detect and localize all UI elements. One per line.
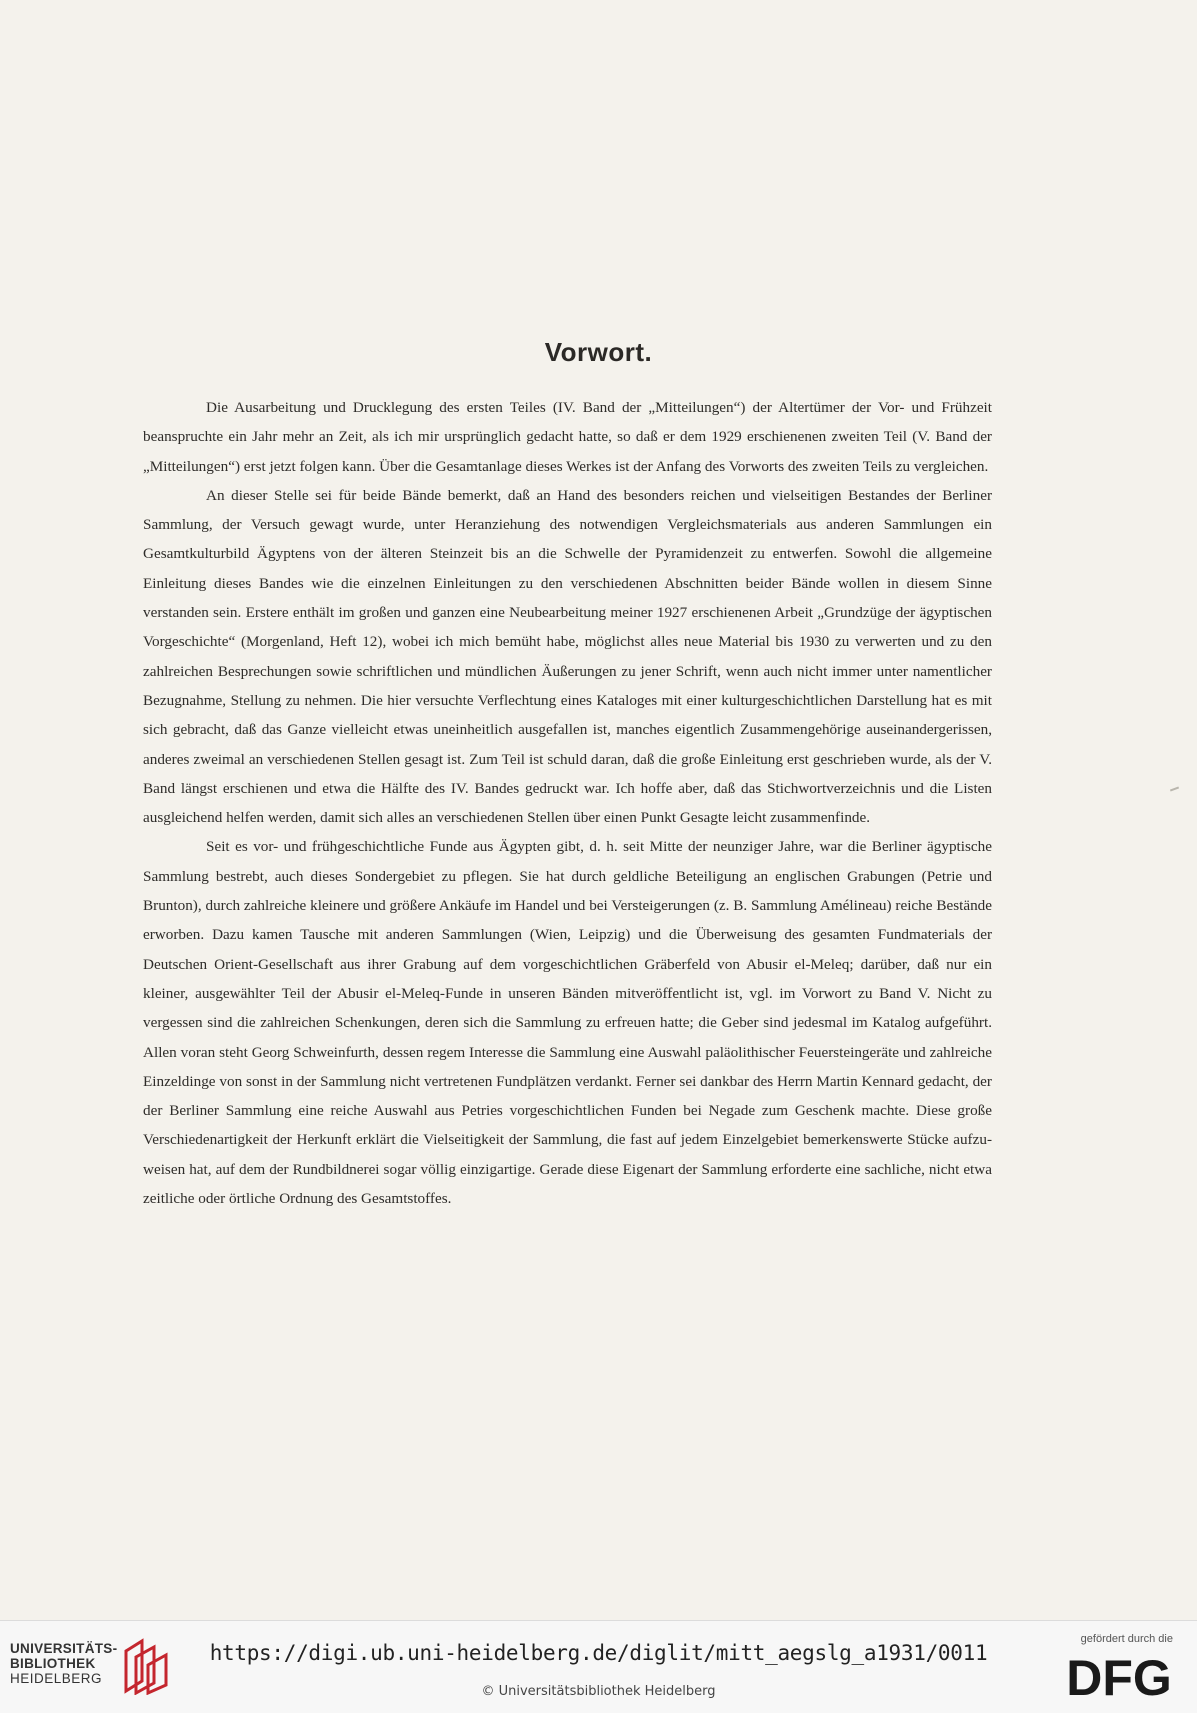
paragraph-1: Die Ausarbeitung und Drucklegung des ersten Teiles (IV. Band der „Mitteilungen“) der Altertümer der Vor- und Frühzeit beanspruchte ein Jahr mehr an Zeit, als ich mir ursprünglich gedacht hatte, so daß er dem 1929 erschienenen zweiten Teil (V. Band der „Mitteilungen“) erst jetzt folgen kann. Über die Gesamtanlage dieses Werkes ist der Anfang des Vorworts des zweiten Teils zu vergleichen. bbox=[143, 399, 992, 475]
viewer-footer bbox=[0, 1620, 1197, 1713]
sponsor-label: gefördert durch die bbox=[1080, 1633, 1173, 1645]
permalink-url[interactable]: https://digi.ub.uni-heidelberg.de/diglit/mitt_aegslg_a1931/0011 bbox=[209, 1641, 988, 1665]
scan-speck bbox=[1170, 787, 1179, 792]
library-line-1: UNIVERSITÄTS- bbox=[10, 1641, 118, 1656]
paragraph-3: Seit es vor- und frühgeschichtliche Funde aus Ägypten gibt, d. h. seit Mitte der neunziger Jahre, war die Berliner ägyptische Sammlung bestrebt, auch dieses Sondergebiet zu pflegen. Sie hat durch geldliche Beteiligung an englischen Grabungen (Petrie und Brunton), durch zahlreiche kleinere und größere Ankäufe im Handel und bei Versteigerungen (z. B. Sammlung Amélineau) reiche Bestände erworben. Dazu kamen Tausche mit anderen Sammlungen (Wien, Leipzig) und die Überweisung des gesamten Fundmaterials der Deutschen Orient-Gesellschaft aus ihrer Grabung auf dem vorgeschichtlichen Gräberfeld von Abusir el-Meleq; darüber, daß nur ein kleiner, ausgewählter Teil der Abusir el-Meleq-Funde in unseren Bänden mitveröffentlicht ist, vgl. im Vorwort zu Band V. Nicht zu vergessen sind die zahlreichen Schenkungen, deren sich die Sammlung zu erfreuen hatte; die Geber sind jedesmal im Katalog aufgeführt. Allen voran steht Georg Schweinfurth, dessen regem Interesse die Sammlung eine Auswahl paläolithischer Feuersteingeräte und zahlreiche Einzeldinge von sonst in der Sammlung nicht vertretenen Fundplätzen verdankt. Ferner sei dankbar des Herrn Martin Kennard gedacht, der der Berliner Sammlung eine reiche Auswahl aus Petries vorgeschichtlichen Funden bei Negade zum Geschenk machte. Diese große Verschiedenartigkeit der Herkunft erklärt die Vielseitigkeit der Sammlung, die fast auf jedem Einzelgebiet bemerkenswerte Stücke aufzuweisen hat, auf dem der Rundbildnerei sogar völlig einzigartige. Gerade diese Eigenart der Sammlung erforderte eine sachliche, nicht etwa zeitliche oder örtliche Ordnung des Gesamtstoffes. bbox=[143, 838, 992, 1208]
document-body bbox=[143, 393, 992, 1213]
dfg-logo-text: DFG bbox=[1066, 1651, 1172, 1701]
paragraph-2: An dieser Stelle sei für beide Bände bemerkt, daß an Hand des besonders reichen und vielseitigen Bestandes der Berliner Sammlung, der Versuch gewagt wurde, unter Heranziehung des notwendigen Vergleichsmaterials aus anderen Sammlungen ein Gesamtkulturbild Ägyptens von der älteren Steinzeit bis an die Schwelle der Pyramidenzeit zu entwerfen. Sowohl die allgemeine Einleitung dieses Bandes wie die einzelnen Einleitungen zu den verschiedenen Abschnitten beider Bände wollen in diesem Sinne verstanden sein. Erstere enthält im großen und ganzen eine Neubearbeitung meiner 1927 erschienenen Arbeit „Grundzüge der ägyptischen Vorgeschichte“ (Morgenland, Heft 12), wobei ich mich bemüht habe, möglichst alles neue Material bis 1930 zu verwerten und zu den zahlreichen Besprechungen sowie schriftlichen und mündlichen Äußerungen zu jener Schrift, wenn auch nicht immer unter namentlicher Bezugnahme, Stellung zu nehmen. Die hier versuchte Verflechtung eines Kataloges mit einer kulturgeschichtlichen Darstellung hat es mit sich gebracht, daß das Ganze vielleicht etwas uneinheitlich ausgefallen ist, manches eigentlich Zusammengehörige auseinandergerissen, anderes zweimal an verschiedenen Stellen gesagt ist. Zum Teil ist schuld daran, daß die große Einleitung erst geschrieben wurde, als der V. Band längst erschienen und etwa die Hälfte des IV. Bandes gedruckt war. Ich hoffe aber, daß das Stichwortverzeichnis und die Listen ausgleichend helfen werden, damit sich alles an verschiedenen Stellen über einen Punkt Gesagte leicht zusammenfinde. bbox=[143, 486, 992, 827]
dfg-logo-icon bbox=[1061, 1651, 1177, 1701]
library-line-3: HEIDELBERG bbox=[10, 1671, 103, 1686]
library-line-2: BIBLIOTHEK bbox=[10, 1656, 96, 1671]
copyright-notice: © Universitätsbibliothek Heidelberg bbox=[481, 1684, 716, 1699]
page-title: Vorwort. bbox=[544, 337, 653, 367]
dfg-sponsor-block[interactable] bbox=[1057, 1633, 1177, 1705]
